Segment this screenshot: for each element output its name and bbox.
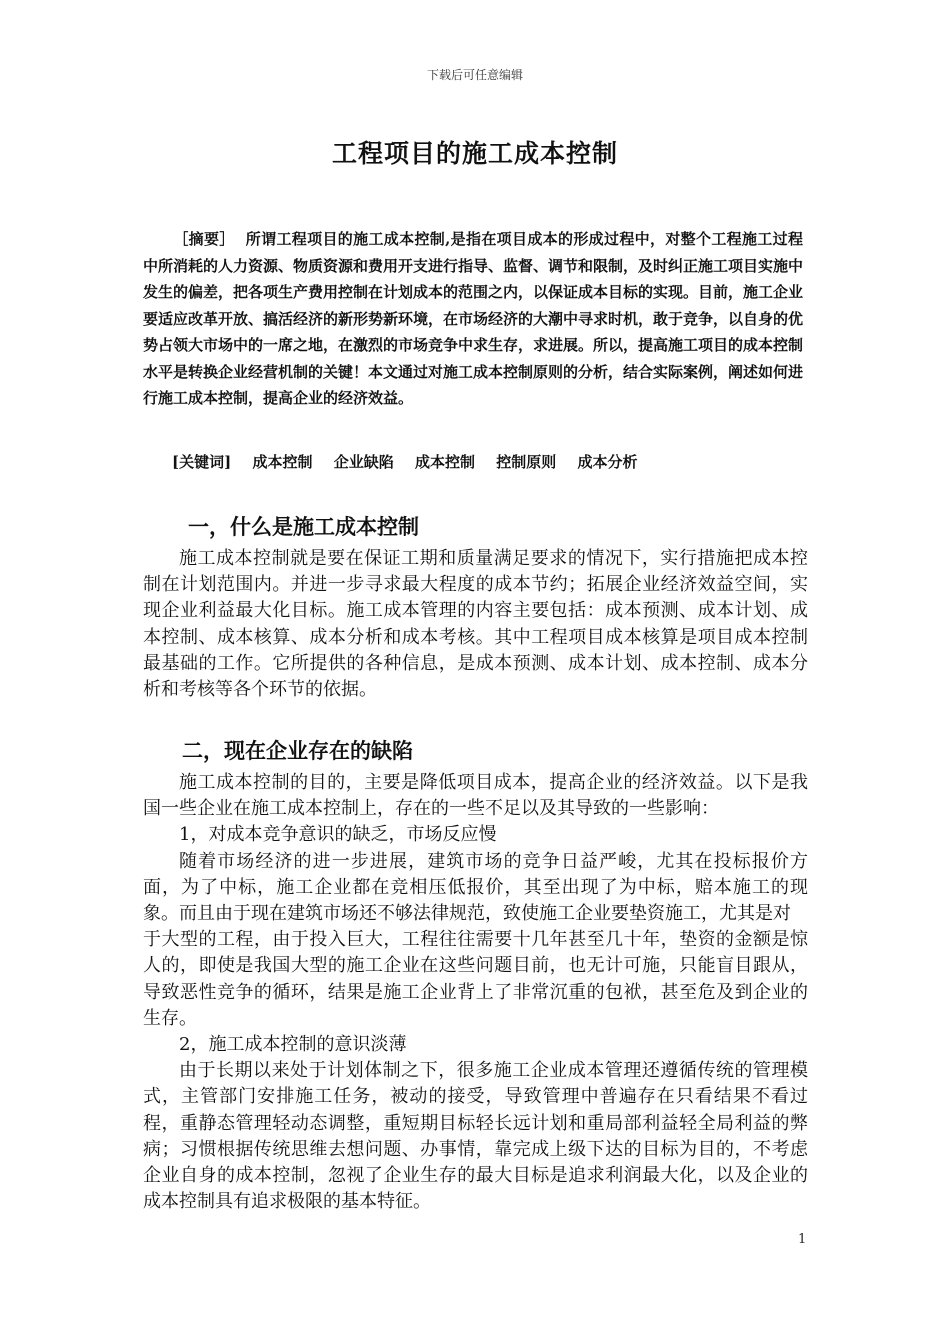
item-1-paragraph-b: 于大型的工程，由于投入巨大，工程往往需要十几年甚至几十年，垫资的金额是惊人的，即使是我国大型的施工企业在这些问题目前，也无计可施，只能盲目跟从，导致恶性竞争的循环，结果是施工企业背上了非常沉重的包袱，甚至危及到企业的生存。	[143, 929, 808, 1029]
section-1-paragraph: 施工成本控制就是要在保证工期和质量满足要求的情况下，实行措施把成本控制在计划范围内。并进一步寻求最大程度的成本节约；拓展企业经济效益空间，实现企业利益最大化目标。施工成本管理的内容主要包括：成本预测、成本计划、成本控制、成本核算、成本分析和成本考核。其中工程项目成本核算是项目成本控制最基础的工作。它所提供的各种信息，是成本预测、成本计划、成本控制、成本分析和考核等各个环节的依据。	[143, 548, 808, 701]
item-1-title: 1，对成本竞争意识的缺乏，市场反应慢	[179, 824, 497, 846]
header-note: 下载后可任意编辑	[426, 68, 523, 82]
section-2-intro: 施工成本控制的目的，主要是降低项目成本，提高企业的经济效益。以下是我国一些企业在施工成本控制上，存在的一些不足以及其导致的一些影响：	[143, 772, 808, 820]
section-1-heading: 一，什么是施工成本控制	[188, 514, 419, 539]
section-2-body	[143, 770, 808, 1215]
item-2-paragraph: 由于长期以来处于计划体制之下，很多施工企业成本管理还遵循传统的管理模式，主管部门安排施工任务，被动的接受，导致管理中普遍存在只看结果不看过程，重静态管理轻动态调整，重短期目标轻长远计划和重局部利益轻全局利益的弊病；习惯根据传统思维去想问题、办事情，靠完成上级下达的目标为目的，不考虑企业自身的成本控制，忽视了企业生存的最大目标是追求利润最大化，以及企业的成本控制具有追求极限的基本特征。	[143, 1060, 808, 1213]
abstract	[143, 226, 803, 412]
item-1-paragraph-a: 随着市场经济的进一步进展，建筑市场的竞争日益严峻，尤其在投标报价方面，为了中标，施工企业都在竞相压低报价，其至出现了为中标，赔本施工的现象。而且由于现在建筑市场还不够法律规范，致使施工企业要垫资施工，尤其是对	[143, 850, 808, 925]
keyword-item: 成本控制	[252, 453, 313, 471]
page-number: 1	[798, 1232, 807, 1247]
keyword-item: 成本分析	[577, 453, 638, 471]
abstract-text: 所谓工程项目的施工成本控制,是指在项目成本的形成过程中，对整个工程施工过程中所消耗的人力资源、物质资源和费用开支进行指导、监督、调节和限制，及时纠正施工项目实施中发生的偏差，把各项生产费用控制在计划成本的范围之内，以保证成本目标的实现。目前，施工企业要适应改革开放、搞活经济的新形势新环境，在市场经济的大潮中寻求时机，敢于竞争，以自身的优势占领大市场中的一席之地，在激烈的市场竞争中求生存，求进展。所以，提高施工项目的成本控制水平是转换企业经营机制的关键！本文通过对施工成本控制原则的分析，结合实际案例，阐述如何进行施工成本控制，提高企业的经济效益。	[143, 230, 804, 407]
document-title: 工程项目的施工成本控制	[331, 139, 618, 168]
keyword-item: 成本控制	[414, 453, 475, 471]
keyword-item: 控制原则	[496, 453, 557, 471]
section-2-heading: 二，现在企业存在的缺陷	[182, 738, 413, 763]
section-1-body	[143, 546, 808, 703]
keywords-label: [关键词]	[172, 453, 232, 471]
keywords	[172, 450, 812, 474]
item-2-title: 2，施工成本控制的意识淡薄	[179, 1034, 407, 1056]
keyword-item: 企业缺陷	[333, 453, 394, 471]
abstract-label: ［摘要］	[173, 230, 235, 248]
